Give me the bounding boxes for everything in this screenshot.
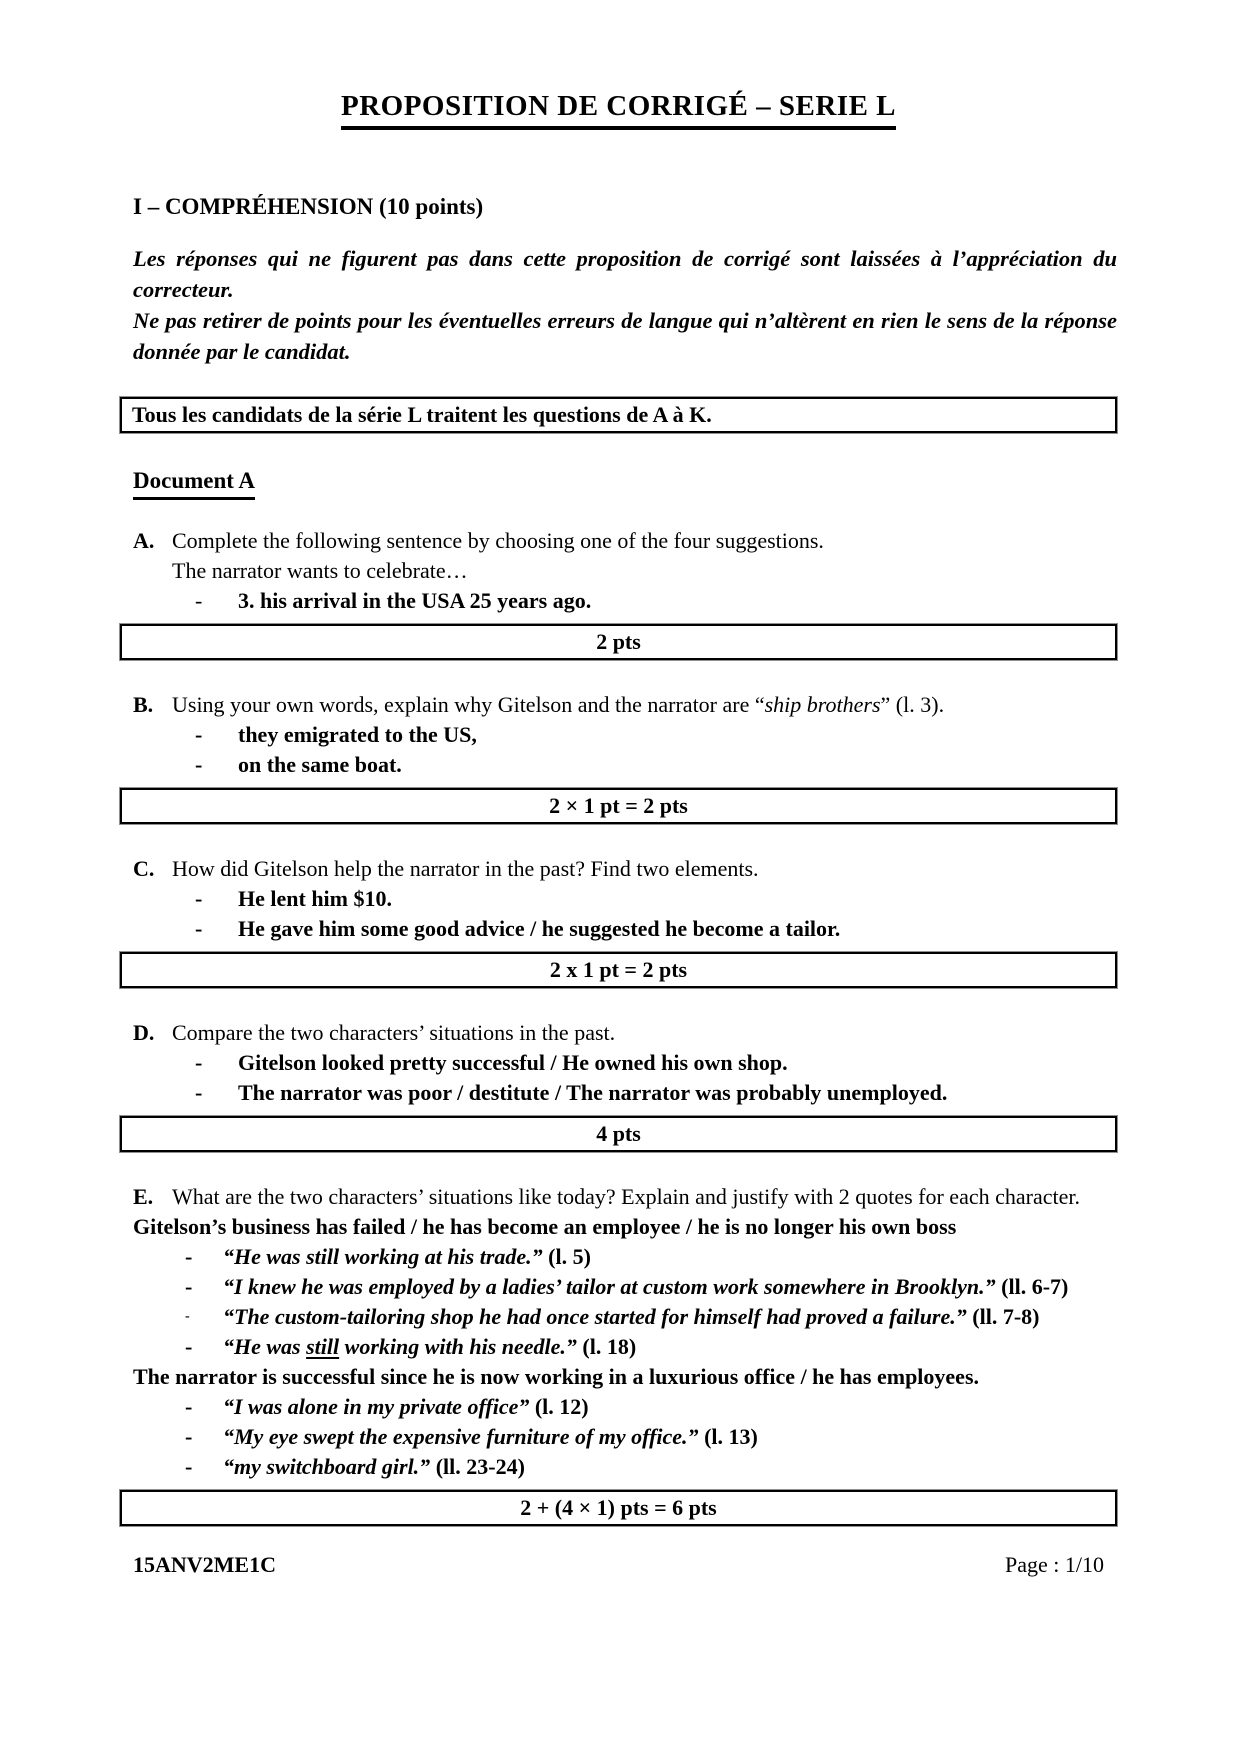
page-title [120, 88, 1117, 130]
question-b-quote: ship brothers [764, 692, 881, 717]
bullet-dash: - [185, 1309, 190, 1324]
question-b-body [172, 690, 1117, 720]
bullet-dash: - [185, 1394, 193, 1419]
page-number: Page : 1/10 [1005, 1552, 1104, 1577]
bullet-dash: - [195, 722, 203, 747]
line-reference: (l. 12) [529, 1394, 589, 1419]
bullet-dash: - [185, 1334, 193, 1359]
answer-b-1: they emigrated to the US, [238, 722, 477, 747]
line-reference: (ll. 23-24) [430, 1454, 525, 1479]
page-footer [133, 1550, 1104, 1580]
quote-item [133, 1272, 1117, 1302]
quote-text-wrap [223, 1392, 1117, 1422]
quote-tail: working with his needle.” [339, 1334, 577, 1359]
question-a-subline: The narrator wants to celebrate… [172, 558, 468, 583]
quote-text-wrap [223, 1272, 1117, 1302]
intro-paragraph-1: Les réponses qui ne figurent pas dans cette proposition de corrigé sont laissées à l’appréciation du correcteur. [133, 246, 1117, 302]
answer-item [133, 884, 1117, 914]
points-c-text: 2 x 1 pt = 2 pts [549, 957, 688, 982]
answer-d-2: The narrator was poor / destitute / The narrator was probably unemployed. [238, 1080, 948, 1105]
points-box-b [120, 788, 1117, 824]
answer-item [133, 720, 1117, 750]
question-d-text: Compare the two characters’ situations in the past. [172, 1020, 616, 1045]
question-a-body [172, 526, 1117, 586]
answer-item [133, 750, 1117, 780]
line-reference: (l. 5) [542, 1244, 591, 1269]
page-title-text: PROPOSITION DE CORRIGÉ – SERIE L [341, 88, 896, 130]
quote-underlined-word: still [306, 1334, 340, 1359]
answer-e-statement-gitelson: Gitelson’s business has failed / he has become an employee / he is no longer his own boss [133, 1214, 957, 1239]
points-a-text: 2 pts [596, 629, 641, 654]
quote-text-wrap [223, 1332, 1117, 1362]
question-d-row [133, 1018, 1117, 1048]
quote-text-wrap [223, 1242, 1117, 1272]
bullet-dash: - [195, 1050, 203, 1075]
bullet-dash: - [185, 1274, 193, 1299]
points-box-d [120, 1116, 1117, 1152]
quote-e-7: “my switchboard girl.” [223, 1454, 431, 1479]
question-b-text-after: ” (l. 3). [880, 692, 945, 717]
document-reference: 15ANV2ME1C [133, 1552, 276, 1577]
line-reference: (ll. 6-7) [995, 1274, 1069, 1299]
question-b-label: B. [133, 692, 154, 717]
bullet-dash: - [195, 916, 203, 941]
quote-item [133, 1392, 1117, 1422]
bullet-dash: - [185, 1454, 193, 1479]
bullet-dash: - [195, 1080, 203, 1105]
section-heading: I – COMPRÉHENSION (10 points) [133, 194, 484, 219]
question-b [133, 690, 1117, 780]
answer-e-statement-narrator: The narrator is successful since he is now working in a luxurious office / he has employees. [133, 1364, 980, 1389]
quote-e-2: “I knew he was employed by a ladies’ tailor at custom work somewhere in Brooklyn.” [223, 1274, 996, 1299]
quote-text-wrap [223, 1452, 1117, 1482]
points-box-a [120, 624, 1117, 660]
quote-item [133, 1302, 1117, 1332]
quote-text-wrap [223, 1302, 1117, 1332]
quote-item [133, 1332, 1117, 1362]
answer-d-1: Gitelson looked pretty successful / He owned his own shop. [238, 1050, 788, 1075]
quote-item [133, 1242, 1117, 1272]
question-a-text: Complete the following sentence by choosing one of the four suggestions. [172, 528, 824, 553]
question-d [133, 1018, 1117, 1108]
answer-item [133, 586, 1117, 616]
notice-text: Tous les candidats de la série L traitent les questions de A à K. [132, 402, 712, 427]
quote-item [133, 1422, 1117, 1452]
quote-e-4: “He was [223, 1334, 307, 1359]
quote-e-3: “The custom-tailoring shop he had once started for himself had proved a failure.” [223, 1304, 967, 1329]
question-b-text-before: Using your own words, explain why Gitelson and the narrator are “ [172, 692, 765, 717]
points-box-c [120, 952, 1117, 988]
quote-text-wrap [223, 1422, 1117, 1452]
bullet-dash: - [185, 1424, 193, 1449]
question-b-row [133, 690, 1117, 720]
question-e-label: E. [133, 1184, 154, 1209]
question-e [133, 1182, 1117, 1482]
question-c-row [133, 854, 1117, 884]
intro-note [133, 243, 1117, 367]
question-a-label: A. [133, 528, 155, 553]
question-c [133, 854, 1117, 944]
points-b-text: 2 × 1 pt = 2 pts [549, 793, 688, 818]
document-a-heading [133, 466, 1117, 500]
bullet-dash: - [185, 1244, 193, 1269]
line-reference: (ll. 7-8) [966, 1304, 1040, 1329]
question-e-row [133, 1182, 1117, 1212]
question-d-label: D. [133, 1020, 155, 1045]
line-reference: (l. 18) [576, 1334, 637, 1359]
bullet-dash: - [195, 752, 203, 777]
bullet-dash: - [195, 588, 203, 613]
line-reference: (l. 13) [698, 1424, 758, 1449]
answer-item [133, 1078, 1117, 1108]
document-a-heading-text: Document A [133, 466, 255, 500]
quote-e-5: “I was alone in my private office” [223, 1394, 530, 1419]
answer-item [133, 1048, 1117, 1078]
quote-e-6: “My eye swept the expensive furniture of my office.” [223, 1424, 699, 1449]
answer-a-text: 3. his arrival in the USA 25 years ago. [238, 588, 592, 613]
points-d-text: 4 pts [596, 1121, 641, 1146]
intro-paragraph-2: Ne pas retirer de points pour les éventuelles erreurs de langue qui n’altèrent en rien le sens de la réponse donnée par le candidat. [133, 308, 1117, 364]
question-a-row [133, 526, 1117, 586]
quote-e-1: “He was still working at his trade.” [223, 1244, 543, 1269]
points-box-e [120, 1490, 1117, 1526]
answer-c-1: He lent him $10. [238, 886, 392, 911]
bullet-dash: - [195, 886, 203, 911]
answer-b-2: on the same boat. [238, 752, 402, 777]
quote-item [133, 1452, 1117, 1482]
question-c-text: How did Gitelson help the narrator in the past? Find two elements. [172, 856, 759, 881]
points-e-text: 2 + (4 × 1) pts = 6 pts [520, 1495, 717, 1520]
answer-item [133, 914, 1117, 944]
question-a [133, 526, 1117, 616]
answer-c-2: He gave him some good advice / he suggested he become a tailor. [238, 916, 841, 941]
question-e-text: What are the two characters’ situations like today? Explain and justify with 2 quotes for each character. [172, 1184, 1080, 1209]
question-c-label: C. [133, 856, 155, 881]
notice-box [120, 397, 1117, 433]
